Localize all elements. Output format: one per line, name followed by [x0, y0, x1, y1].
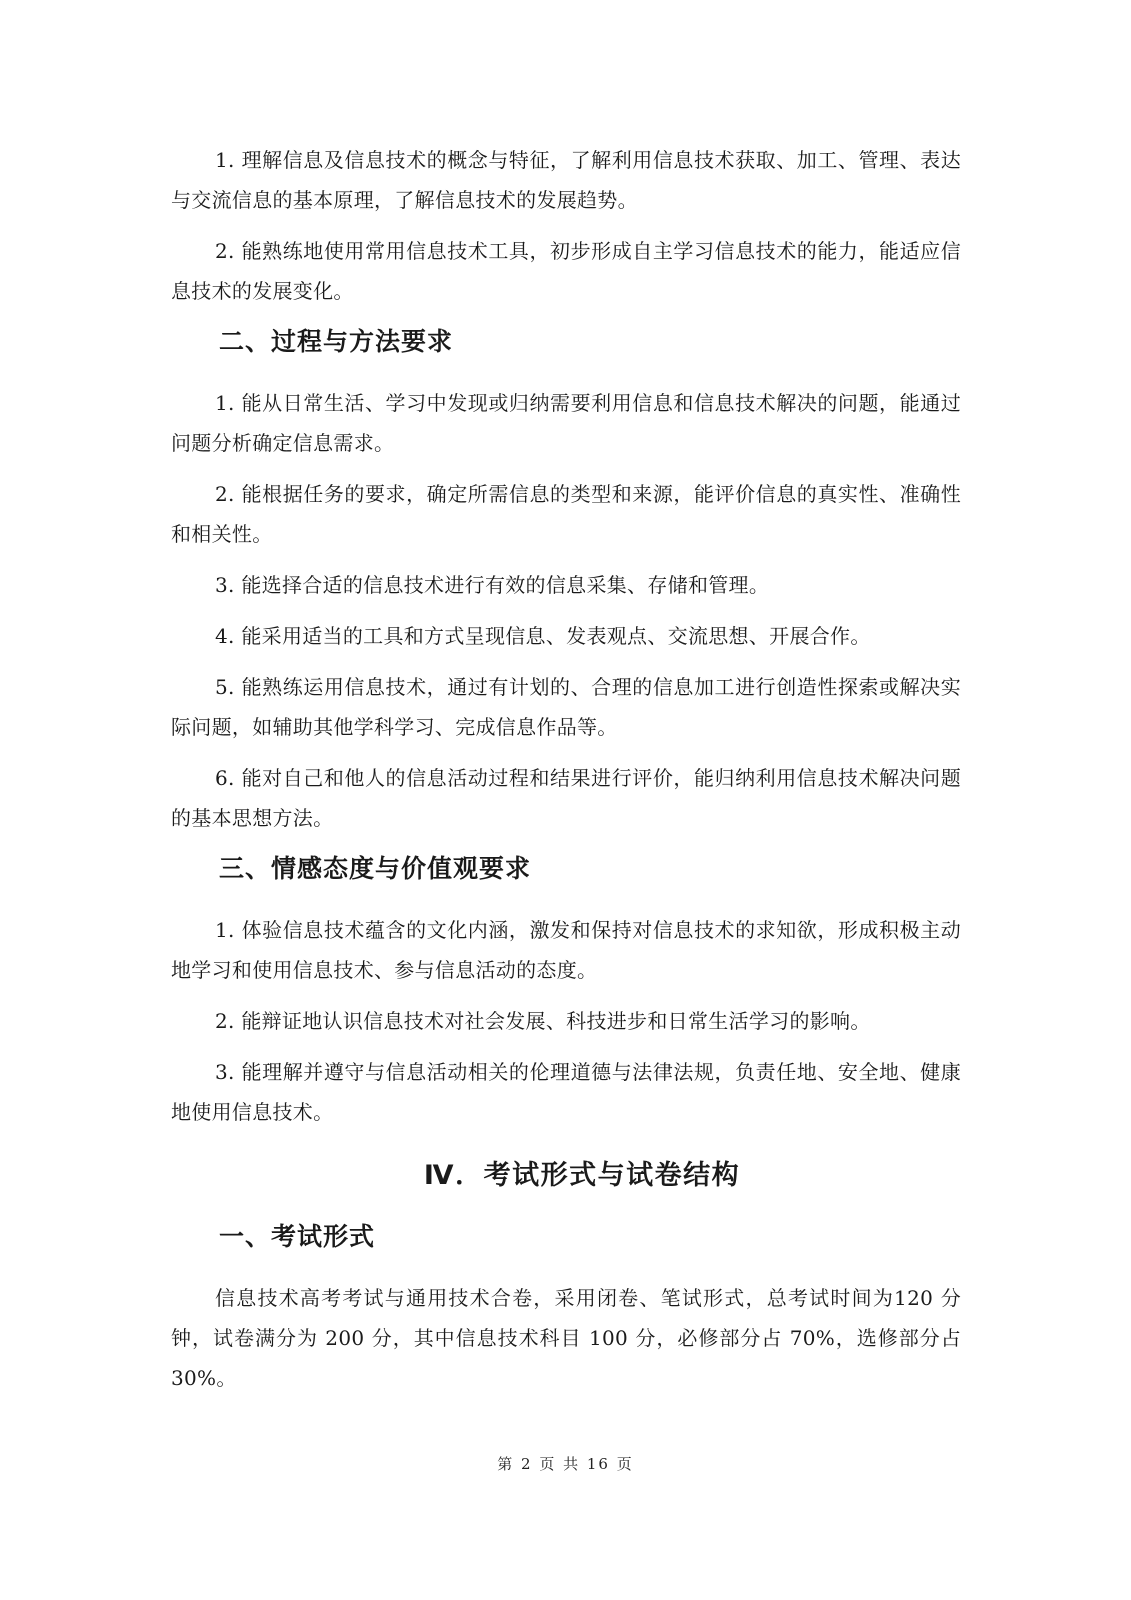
- chapter-title-exam-format: Ⅳ．考试形式与试卷结构: [423, 1160, 741, 1191]
- attitude-item-1: 1. 体验信息技术蕴含的文化内涵，激发和保持对信息技术的求知欲，形成积极主动地学习和使用信息技术、参与信息活动的态度。: [171, 918, 961, 982]
- process-item-5: 5. 能熟练运用信息技术，通过有计划的、合理的信息加工进行创造性探索或解决实际问题，如辅助其他学科学习、完成信息作品等。: [171, 675, 961, 739]
- page-number-footer: 第 2 页 共 16 页: [497, 1455, 634, 1473]
- attitude-item-2: 2. 能辩证地认识信息技术对社会发展、科技进步和日常生活学习的影响。: [215, 1009, 871, 1033]
- section-heading-attitudes-values: 三、情感态度与价值观要求: [219, 854, 532, 883]
- exam-form-paragraph: 信息技术高考考试与通用技术合卷，采用闭卷、笔试形式，总考试时间为120 分钟，试卷满分为 200 分，其中信息技术科目 100 分，必修部分占 70%，选修部分占 30%。: [171, 1286, 961, 1390]
- process-item-3: 3. 能选择合适的信息技术进行有效的信息采集、存储和管理。: [215, 573, 770, 597]
- process-item-4: 4. 能采用适当的工具和方式呈现信息、发表观点、交流思想、开展合作。: [215, 624, 871, 648]
- section-heading-process-methods: 二、过程与方法要求: [219, 327, 454, 356]
- knowledge-item-1: 1. 理解信息及信息技术的概念与特征，了解利用信息技术获取、加工、管理、表达与交流信息的基本原理，了解信息技术的发展趋势。: [171, 148, 961, 212]
- process-item-2: 2. 能根据任务的要求，确定所需信息的类型和来源，能评价信息的真实性、准确性和相关性。: [171, 482, 961, 546]
- process-item-1: 1. 能从日常生活、学习中发现或归纳需要利用信息和信息技术解决的问题，能通过问题分析确定信息需求。: [171, 391, 961, 455]
- process-item-6: 6. 能对自己和他人的信息活动过程和结果进行评价，能归纳利用信息技术解决问题的基本思想方法。: [171, 766, 961, 830]
- page-content: [171, 140, 961, 1409]
- knowledge-item-2: 2. 能熟练地使用常用信息技术工具，初步形成自主学习信息技术的能力，能适应信息技术的发展变化。: [171, 239, 961, 303]
- attitude-item-3: 3. 能理解并遵守与信息活动相关的伦理道德与法律法规，负责任地、安全地、健康地使用信息技术。: [171, 1060, 961, 1124]
- section-heading-exam-form: 一、考试形式: [219, 1222, 376, 1251]
